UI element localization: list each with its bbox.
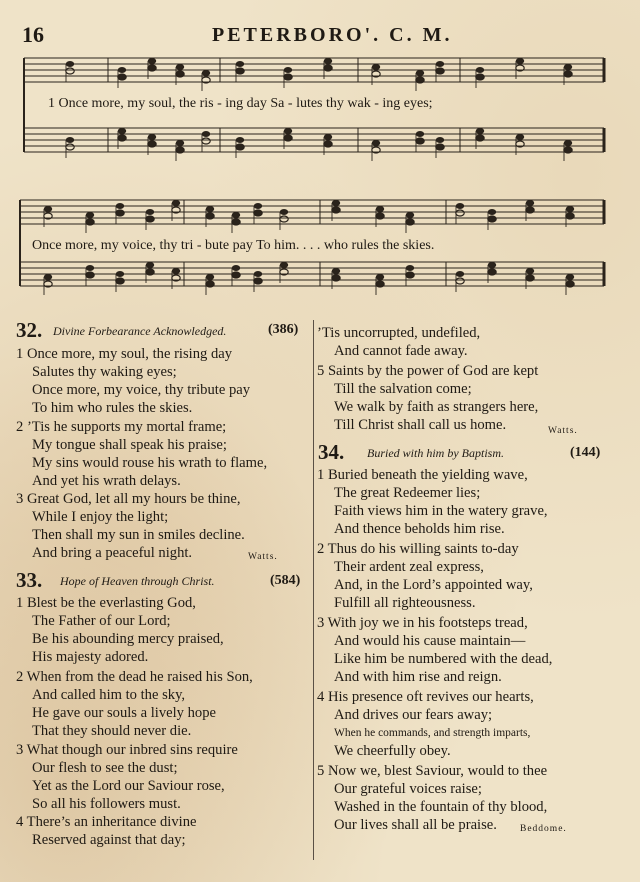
note-head (86, 272, 94, 278)
note-head (564, 71, 572, 77)
note-head (564, 64, 572, 70)
note-head (476, 74, 484, 80)
note-head (436, 137, 444, 143)
note-head (416, 138, 424, 144)
music-score (0, 0, 640, 320)
page-number: 16 (22, 22, 44, 47)
note-head (526, 207, 534, 213)
note-head (116, 210, 124, 216)
note-head (176, 140, 184, 146)
verse-line: To him who rules the skies. (32, 400, 193, 416)
verse-line: 4 His presence oft revives our hearts, (317, 689, 534, 705)
note-head (416, 70, 424, 76)
verse-line: 3 With joy we in his footsteps tread, (317, 615, 528, 631)
note-head (436, 68, 444, 74)
verse-line: We walk by faith as strangers here, (334, 399, 539, 415)
note-head (376, 206, 384, 212)
verse-line: Once more, my voice, thy tribute pay (32, 382, 251, 398)
verse-line: Salutes thy waking eyes; (32, 364, 177, 380)
note-head (172, 268, 180, 274)
hymn-34-number: 34. (318, 440, 345, 464)
note-head (146, 262, 154, 268)
verse-line: Faith views him in the watery grave, (334, 503, 548, 519)
verse-line: ’Tis uncorrupted, undefiled, (317, 325, 481, 341)
note-head (280, 262, 288, 268)
hymn-32-number: 32. (16, 318, 43, 342)
note-head (236, 144, 244, 150)
note-head (376, 281, 384, 287)
note-head (146, 269, 154, 275)
note-head (86, 219, 94, 225)
verse-line: 1 Once more, my soul, the rising day (16, 346, 233, 362)
verse-line: 3 Great God, let all my hours be thine, (16, 491, 241, 507)
note-head (66, 137, 74, 143)
verse-line: Yet as the Lord our Saviour rose, (32, 778, 225, 794)
music-lyrics-line-1: 1 Once more, my soul, the ris - ing day Sa - lutes thy wak - ing eyes; (48, 96, 433, 111)
hymn-32-heading: Divine Forbearance Acknowledged. (53, 324, 227, 338)
verse-line: The great Redeemer lies; (334, 485, 481, 501)
note-head (146, 209, 154, 215)
note-head (332, 207, 340, 213)
verse-line: We cheerfully obey. (334, 743, 451, 759)
note-head (526, 275, 534, 281)
note-head (476, 67, 484, 73)
note-head (176, 147, 184, 153)
note-head (254, 210, 262, 216)
note-head (406, 272, 414, 278)
note-head (516, 58, 524, 64)
verse-line: 2 When from the dead he raised his Son, (16, 669, 253, 685)
verse-line: 1 Blest be the everlasting God, (16, 595, 196, 611)
note-head (118, 135, 126, 141)
verse-line: He gave our souls a lively hope (32, 705, 216, 721)
note-head (232, 212, 240, 218)
note-head (284, 67, 292, 73)
note-head (372, 64, 380, 70)
verse-line: And cannot fade away. (334, 343, 468, 359)
verse-line: And bring a peaceful night. (32, 545, 193, 561)
note-head (516, 134, 524, 140)
hymn-32-reference: (386) (268, 322, 299, 337)
note-head (284, 135, 292, 141)
note-head (116, 271, 124, 277)
note-head (232, 265, 240, 271)
note-head (176, 71, 184, 77)
verse-line: The Father of our Lord; (32, 613, 171, 629)
verse-line: Then shall my sun in smiles decline. (32, 527, 245, 543)
note-head (332, 268, 340, 274)
note-head (566, 213, 574, 219)
note-head (376, 274, 384, 280)
note-head (436, 61, 444, 67)
note-head (236, 68, 244, 74)
verse-line: 2 ’Tis he supports my mortal frame; (16, 419, 227, 435)
note-head (86, 265, 94, 271)
note-head (66, 61, 74, 67)
note-head (526, 200, 534, 206)
verse-line: 1 Buried beneath the yielding wave, (317, 467, 528, 483)
note-head (280, 216, 288, 222)
verse-line: Like him be numbered with the dead, (334, 651, 553, 667)
note-head (436, 144, 444, 150)
note-head (254, 271, 262, 277)
hymn-32-author: Watts. (248, 552, 278, 562)
note-head (148, 134, 156, 140)
verse-line: Fulfill all righteousness. (334, 595, 476, 611)
verse-line: Reserved against that day; (32, 832, 186, 848)
note-head (332, 275, 340, 281)
note-head (566, 206, 574, 212)
note-head (202, 131, 210, 137)
note-head (476, 128, 484, 134)
note-head (206, 274, 214, 280)
verse-line: 3 What though our inbred sins require (16, 742, 238, 758)
verse-line: Washed in the fountain of thy blood, (334, 799, 548, 815)
note-head (456, 278, 464, 284)
verse-line: And with him rise and reign. (334, 669, 502, 685)
note-head (456, 210, 464, 216)
note-head (236, 61, 244, 67)
note-head (376, 213, 384, 219)
note-head (254, 203, 262, 209)
note-head (456, 271, 464, 277)
note-head (324, 134, 332, 140)
verse-line: Our flesh to see the dust; (32, 760, 178, 776)
verse-line: Their ardent zeal express, (334, 559, 484, 575)
note-head (206, 281, 214, 287)
hymn-33-heading: Hope of Heaven through Christ. (60, 574, 215, 588)
verse-line: And yet his wrath delays. (32, 473, 181, 489)
note-head (372, 140, 380, 146)
verse-line: My tongue shall speak his praise; (32, 437, 227, 453)
verse-line: Be his abounding mercy praised, (32, 631, 224, 647)
note-head (148, 141, 156, 147)
verse-line: And thence beholds him rise. (334, 521, 505, 537)
note-head (236, 137, 244, 143)
note-head (564, 140, 572, 146)
verse-line: 2 Thus do his willing saints to-day (317, 541, 519, 557)
note-head (66, 144, 74, 150)
hymn-33-reference: (584) (270, 573, 301, 588)
verse-line: 4 There’s an inheritance divine (16, 814, 197, 830)
note-head (280, 209, 288, 215)
verse-line: 5 Now we, blest Saviour, would to thee (317, 763, 548, 779)
note-head (324, 65, 332, 71)
note-head (324, 58, 332, 64)
note-head (476, 135, 484, 141)
verse-line: That they should never die. (32, 723, 192, 739)
verse-line: And would his cause maintain— (334, 633, 526, 649)
note-head (416, 131, 424, 137)
verse-line: While I enjoy the light; (32, 509, 169, 525)
note-head (202, 70, 210, 76)
note-head (44, 274, 52, 280)
note-head (284, 128, 292, 134)
hymn-34-heading: Buried with him by Baptism. (367, 446, 504, 460)
note-head (206, 206, 214, 212)
note-head (232, 219, 240, 225)
note-head (116, 278, 124, 284)
hymn-33-author: Watts. (548, 426, 578, 436)
note-head (118, 128, 126, 134)
note-head (206, 213, 214, 219)
note-head (116, 203, 124, 209)
note-head (146, 216, 154, 222)
note-head (406, 219, 414, 225)
verse-line: And drives our fears away; (334, 707, 493, 723)
note-head (118, 74, 126, 80)
note-head (566, 274, 574, 280)
hymn-34-author: Beddome. (520, 824, 567, 834)
note-head (66, 68, 74, 74)
note-head (566, 281, 574, 287)
note-head (44, 206, 52, 212)
tune-title: PETERBORO'. C. M. (212, 24, 453, 46)
note-head (406, 212, 414, 218)
verse-line: Our lives shall all be praise. (334, 817, 497, 833)
verse-line: So all his followers must. (32, 796, 181, 812)
note-head (232, 272, 240, 278)
note-head (332, 200, 340, 206)
note-head (202, 138, 210, 144)
verse-line: His majesty adored. (32, 649, 149, 665)
note-head (416, 77, 424, 83)
note-head (148, 65, 156, 71)
note-head (148, 58, 156, 64)
hymn-34-reference: (144) (570, 445, 601, 460)
note-head (526, 268, 534, 274)
note-head (172, 200, 180, 206)
note-head (488, 209, 496, 215)
note-head (324, 141, 332, 147)
note-head (118, 67, 126, 73)
note-head (456, 203, 464, 209)
note-head (488, 262, 496, 268)
verse-line: My sins would rouse his wrath to flame, (32, 455, 268, 471)
note-head (488, 216, 496, 222)
note-head (406, 265, 414, 271)
verse-line: And, in the Lord’s appointed way, (334, 577, 533, 593)
column-divider (313, 320, 314, 860)
hymn-33-number: 33. (16, 568, 43, 592)
note-head (284, 74, 292, 80)
verse-line: 5 Saints by the power of God are kept (317, 363, 539, 379)
note-head (176, 64, 184, 70)
note-head (564, 147, 572, 153)
music-lyrics-line-2: Once more, my voice, thy tri - bute pay To him. . . . who rules the skies. (32, 238, 435, 253)
note-head (86, 212, 94, 218)
verse-line: And called him to the sky, (32, 687, 186, 703)
verse-line: Till the salvation come; (334, 381, 472, 397)
verse-line: When he commands, and strength imparts, (334, 727, 531, 739)
verse-line: Till Christ shall call us home. (334, 417, 507, 433)
note-head (488, 269, 496, 275)
verse-line: Our grateful voices raise; (334, 781, 482, 797)
note-head (254, 278, 262, 284)
